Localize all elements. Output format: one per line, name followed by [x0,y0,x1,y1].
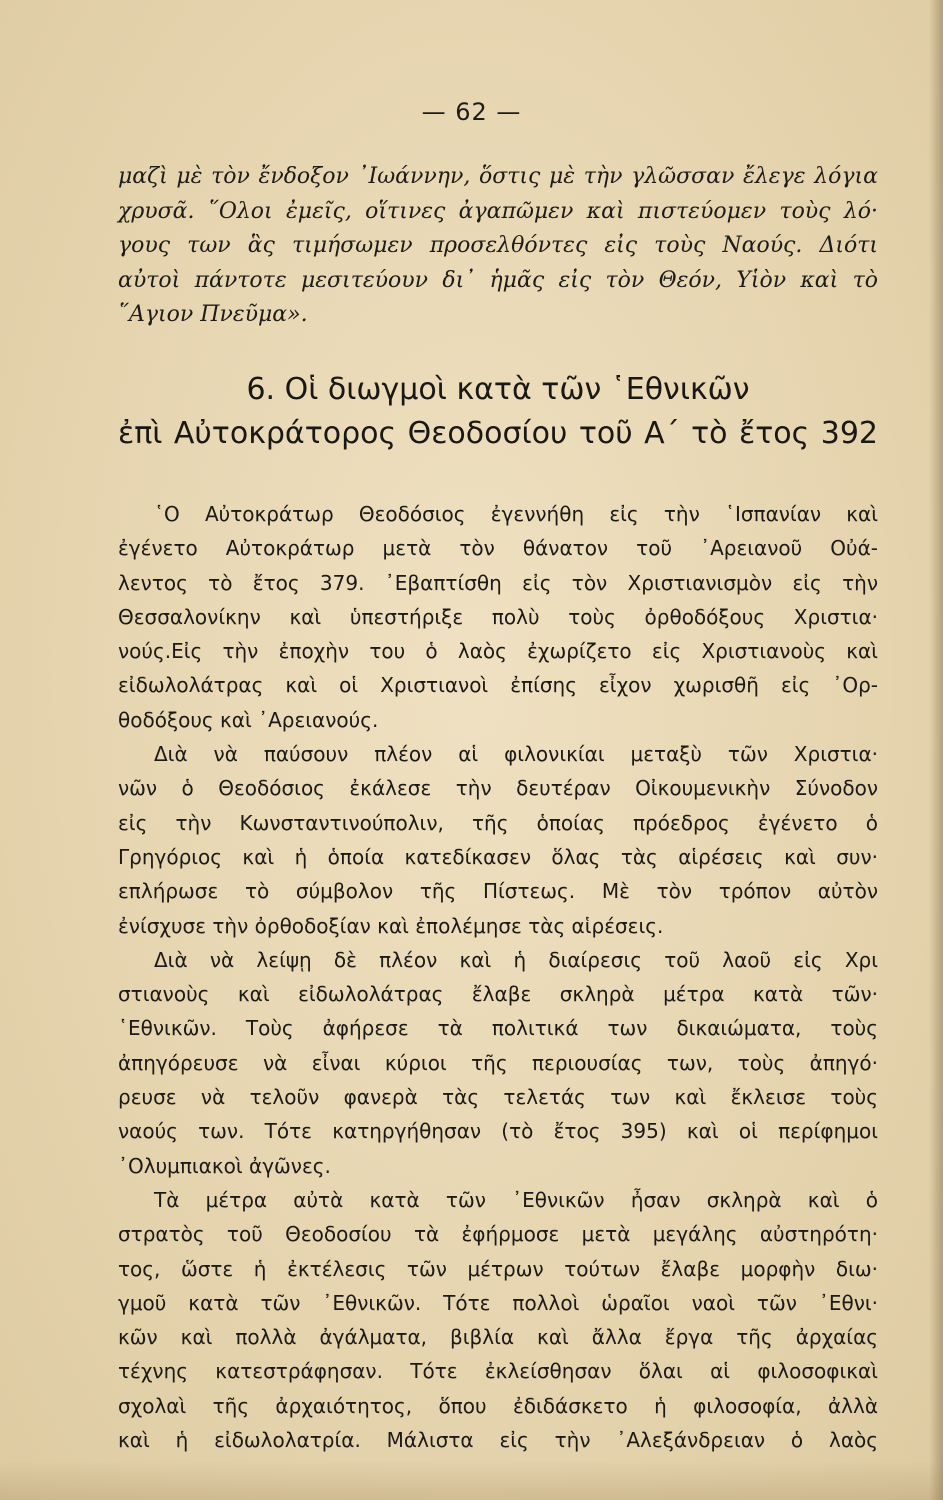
section-heading [118,368,878,456]
page-bottom-shadow [0,1460,943,1500]
paragraph-4-line: στρατὸς τοῦ Θεοδοσίου τὰ ἐφήρμοσε μετὰ μεγάλης αὐστηρότη· [118,1222,878,1247]
paragraph-2-line: ἐνίσχυσε τὴν ὀρθοδοξίαν καὶ ἐπολέμησε τὰς αἱρέσεις. [118,913,664,938]
paragraph-3-line: στιανοὺς καὶ εἰδωλολάτρας ἔλαβε σκληρὰ μέτρα κατὰ τῶν· [118,982,878,1007]
paragraph-1-line: εἰδωλολάτρας καὶ οἱ Χριστιανοὶ ἐπίσης εἶχον χωρισθῆ εἰς ᾽Ορ- [118,673,878,698]
paragraph-2-line: επλήρωσε τὸ σύμβολον τῆς Πίστεως. Μὲ τὸν τρόπον αὐτὸν [118,879,878,904]
quote-line: χρυσᾶ. ῞Ολοι ἐμεῖς, οἵτινες ἀγαπῶμεν καὶ πιστεύομεν τοὺς λό· [118,198,878,224]
quote-line: μαζὶ μὲ τὸν ἔνδοξον ᾽Ιωάννην, ὅστις μὲ τὴν γλῶσσαν ἔλεγε λόγια [118,164,878,189]
paragraph-4-line: Τὰ μέτρα αὐτὰ κατὰ τῶν ᾽Εθνικῶν ἦσαν σκληρὰ καὶ ὁ [154,1187,878,1212]
page-edge-shadow [929,0,943,1500]
paragraph-4-line: τέχνης κατεστράφησαν. Τότε ἐκλείσθησαν ὅλαι αἱ φιλοσοφικαὶ [118,1359,878,1384]
quote-line: ῞Αγιον Πνεῦμα». [118,302,308,327]
body-text [118,497,878,1457]
paragraph-3-line: Διὰ νὰ λείψῃ δὲ πλέον καὶ ἡ διαίρεσις τοῦ λαοῦ εἰς Χρι [154,947,878,972]
paragraph-4-line: καὶ ἡ εἰδωλολατρία. Μάλιστα εἰς τὴν ᾽Αλεξάνδρειαν ὁ λαὸς [118,1428,878,1453]
paragraph-1-line: ῾Ο Αὐτοκράτωρ Θεοδόσιος ἐγεννήθη εἰς τὴν ῾Ισπανίαν καὶ [154,502,878,526]
paragraph-4-line: σχολαὶ τῆς ἀρχαιότητος, ὅπου ἐδιδάσκετο ἡ φιλοσοφία, ἀλλὰ [118,1393,878,1418]
paragraph-1-line: θοδόξους καὶ ᾽Αρειανούς. [118,707,379,732]
paragraph-4-line: γμοῦ κατὰ τῶν ᾽Εθνικῶν. Τότε πολλοὶ ὡραῖοι ναοὶ τῶν ᾽Εθνι· [118,1290,878,1315]
page-number: — 62 — [421,98,522,126]
paragraph-1-line: ἐγένετο Αὐτοκράτωρ μετὰ τὸν θάνατον τοῦ ᾽Αρειανοῦ Οὐά- [118,536,878,561]
section-heading-line-1: 6. Οἱ διωγμοὶ κατὰ τῶν ῾Εθνικῶν [246,372,750,407]
quote-block [118,160,878,333]
quote-line: γους των ἃς τιμήσωμεν προσελθόντες εἰς τοὺς Ναούς. Διότι [118,233,878,258]
paragraph-1-line: λεντος τὸ ἔτος 379. ᾽Εβαπτίσθη εἰς τὸν Χριστιανισμὸν εἰς τὴν [118,570,878,595]
section-heading-line-2: ἐπὶ Αὐτοκράτορος Θεοδοσίου τοῦ Α΄ τὸ ἔτος 392 [118,416,878,451]
paragraph-2-line: Διὰ νὰ παύσουν πλέον αἱ φιλονικίαι μεταξὺ τῶν Χριστια· [154,742,878,767]
paragraph-3-line: ᾽Ολυμπιακοὶ ἀγῶνες. [118,1153,331,1178]
paragraph-2-line: εἰς τὴν Κωνσταντινούπολιν, τῆς ὁποίας πρόεδρος ἐγένετο ὁ [118,810,878,835]
paragraph-3-line: ἀπηγόρευσε νὰ εἶναι κύριοι τῆς περιουσίας των, τοὺς ἀπηγό· [118,1050,878,1075]
paragraph-4-line: κῶν καὶ πολλὰ ἀγάλματα, βιβλία καὶ ἄλλα ἔργα τῆς ἀρχαίας [118,1325,878,1350]
paragraph-1-line: νούς.Εἰς τὴν ἐποχὴν του ὁ λαὸς ἐχωρίζετο εἰς Χριστιανοὺς καὶ [118,639,878,664]
paragraph-1-line: Θεσσαλονίκην καὶ ὑπεστήριξε πολὺ τοὺς ὀρθοδόξους Χριστια· [118,604,878,629]
paragraph-3-line: ρευσε νὰ τελοῦν φανερὰ τὰς τελετάς των καὶ ἔκλεισε τοὺς [118,1085,878,1110]
paragraph-3-line: ῾Εθνικῶν. Τοὺς ἀφήρεσε τὰ πολιτικά των δικαιώματα, τοὺς [118,1016,878,1041]
paragraph-4-line: τος, ὥστε ἡ ἐκτέλεσις τῶν μέτρων τούτων ἔλαβε μορφὴν διω· [118,1256,878,1281]
paragraph-2-line: Γρηγόριος καὶ ἡ ὁποία κατεδίκασεν ὅλας τὰς αἱρέσεις καὶ συν· [118,844,878,869]
quote-line: αὐτοὶ πάντοτε μεσιτεύουν δι᾽ ἡμᾶς εἰς τὸν Θεόν, Υἱὸν καὶ τὸ [118,267,878,293]
paragraph-2-line: νῶν ὁ Θεοδόσιος ἐκάλεσε τὴν δευτέραν Οἰκουμενικὴν Σύνοδον [118,776,878,801]
paragraph-3-line: ναούς των. Τότε κατηργήθησαν (τὸ ἔτος 395) καὶ οἱ περίφημοι [118,1119,878,1144]
